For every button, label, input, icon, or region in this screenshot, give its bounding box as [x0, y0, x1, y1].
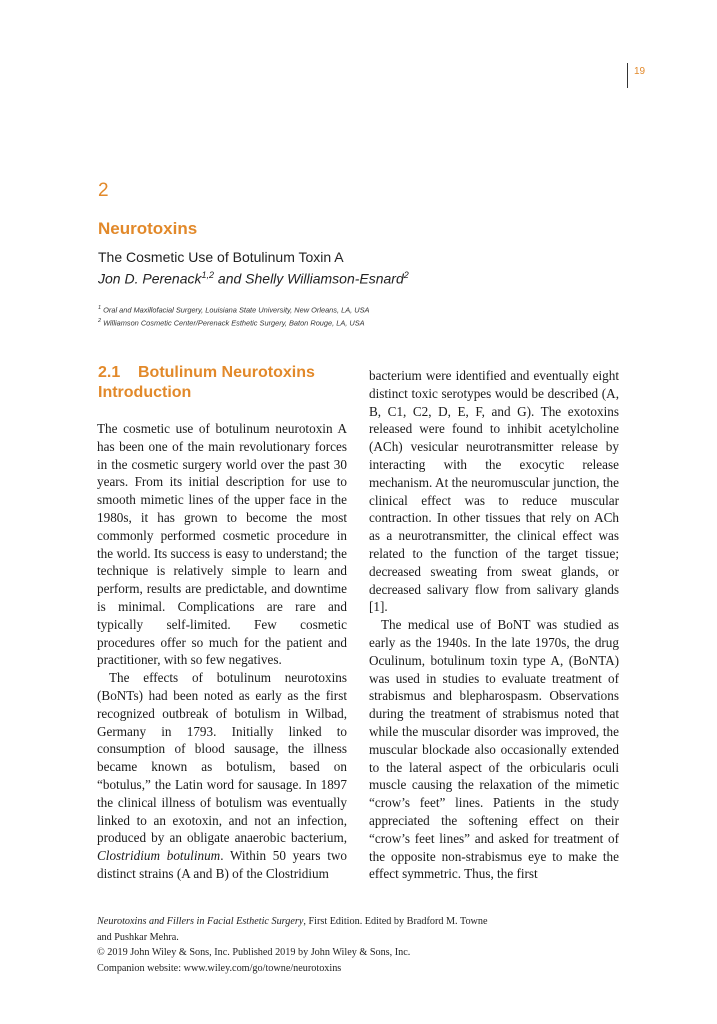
paragraph: bacterium were identified and eventually eight distinct toxic serotypes would be described (A, B, C1, C2, D, E, F, and G). The exotoxins released were found to inhibit acetylcholine (ACh) vesicular neurotransmitter release by interacting with the exocytic release mechanism. At the neuromuscular junction, the clinical effect was to reduce muscular contraction. In other tissues that rely on ACh as a neurotransmitter, the clinical effect was related to the function of the target tissue; decreased sweating from sweat glands, or decreased salivary flow from salivary glands [1]. [369, 368, 619, 615]
left-column [97, 420, 347, 883]
right-column [369, 367, 619, 883]
author-affiliation-mark: 2 [403, 270, 409, 280]
chapter-number: 2 [98, 180, 109, 201]
author-connector: and [214, 270, 246, 287]
affiliation-text: Williamson Cosmetic Center/Perenack Esthetic Surgery, Baton Rouge, LA, USA [103, 318, 365, 328]
footer-line: and Pushkar Mehra. [97, 931, 179, 943]
paragraph-text: . Within 50 years two distinct strains (A and B) of the Clostridium [97, 848, 347, 881]
species-name: Clostridium botulinum [97, 848, 221, 864]
section-number: 2.1 [98, 364, 121, 381]
page-number: 19 [634, 66, 646, 77]
section-title: Botulinum Neurotoxins Introduction [98, 364, 315, 401]
author-affiliation-mark: 1,2 [201, 270, 215, 280]
copyright-line: © 2019 John Wiley & Sons, Inc. Published 2019 by John Wiley & Sons, Inc. [97, 947, 411, 958]
chapter-title: Neurotoxins [98, 219, 198, 238]
paragraph-text: The effects of botulinum neurotoxins (BoNTs) had been noted as early as the first recognized outbreak of botulism in Wilbad, Germany in 1793. Initially linked to consumption of blood sausage, the illness became known as botulism, based on “botulus,” the Latin word for sausage. In 1897 the clinical illness of botulism was eventually linked to an exotoxin, and not an infection, produced by an obligate anaerobic bacterium, [97, 670, 347, 846]
affiliation-mark: 2 [98, 318, 102, 324]
copyright-footer [97, 914, 547, 976]
affiliation [98, 318, 365, 327]
author-name: Shelly Williamson-Esnard [245, 270, 404, 287]
paragraph: The medical use of BoNT was studied as early as the 1940s. In the late 1970s, the drug Oculinum, botulinum toxin type A, (BoNTA) was used in studies to evaluate treatment of strabismus and blepharospasm. Observations during the treatment of strabismus noted that while the muscular disorder was improved, the muscular blockade also occasionally extended to the lateral aspect of the orbicularis oculi muscle causing the relaxation of the mimetic “crow’s feet” lines. Patients in the study appreciated the softening effect on their “crow’s feet lines” and asked for treatment of the opposite non-strabismus eye to make the effect symmetric. Thus, the first [369, 617, 619, 882]
affiliation-text: Oral and Maxillofacial Surgery, Louisiana State University, New Orleans, LA, USA [103, 305, 370, 315]
chapter-authors [98, 270, 409, 287]
footer-line [97, 914, 547, 930]
edition-text: , First Edition. Edited by Bradford M. Towne [303, 916, 488, 927]
paragraph [97, 669, 347, 883]
chapter-subtitle: The Cosmetic Use of Botulinum Toxin A [98, 249, 344, 265]
paragraph: The cosmetic use of botulinum neurotoxin A has been one of the main revolutionary forces in the cosmetic surgery world over the past 30 years. From its initial description for use to smooth mimetic lines of the upper face in the 1980s, it has grown to become the most commonly performed cosmetic procedure in the world. Its success is easy to understand; the technique is relatively simple to learn and perform, results are predictable, and downtime is minimal. Complications are rare and typically self-limited. Few cosmetic procedures offer so much for the patient and practitioner, with so few negatives. [97, 421, 347, 668]
affiliation [98, 305, 369, 314]
header-rule [627, 63, 628, 88]
companion-website: Companion website: www.wiley.com/go/towne/neurotoxins [97, 962, 342, 974]
author-name: Jon D. Perenack [98, 270, 202, 287]
book-title: Neurotoxins and Fillers in Facial Esthetic Surgery [97, 916, 304, 927]
section-heading [98, 363, 348, 403]
affiliation-mark: 1 [98, 305, 102, 311]
